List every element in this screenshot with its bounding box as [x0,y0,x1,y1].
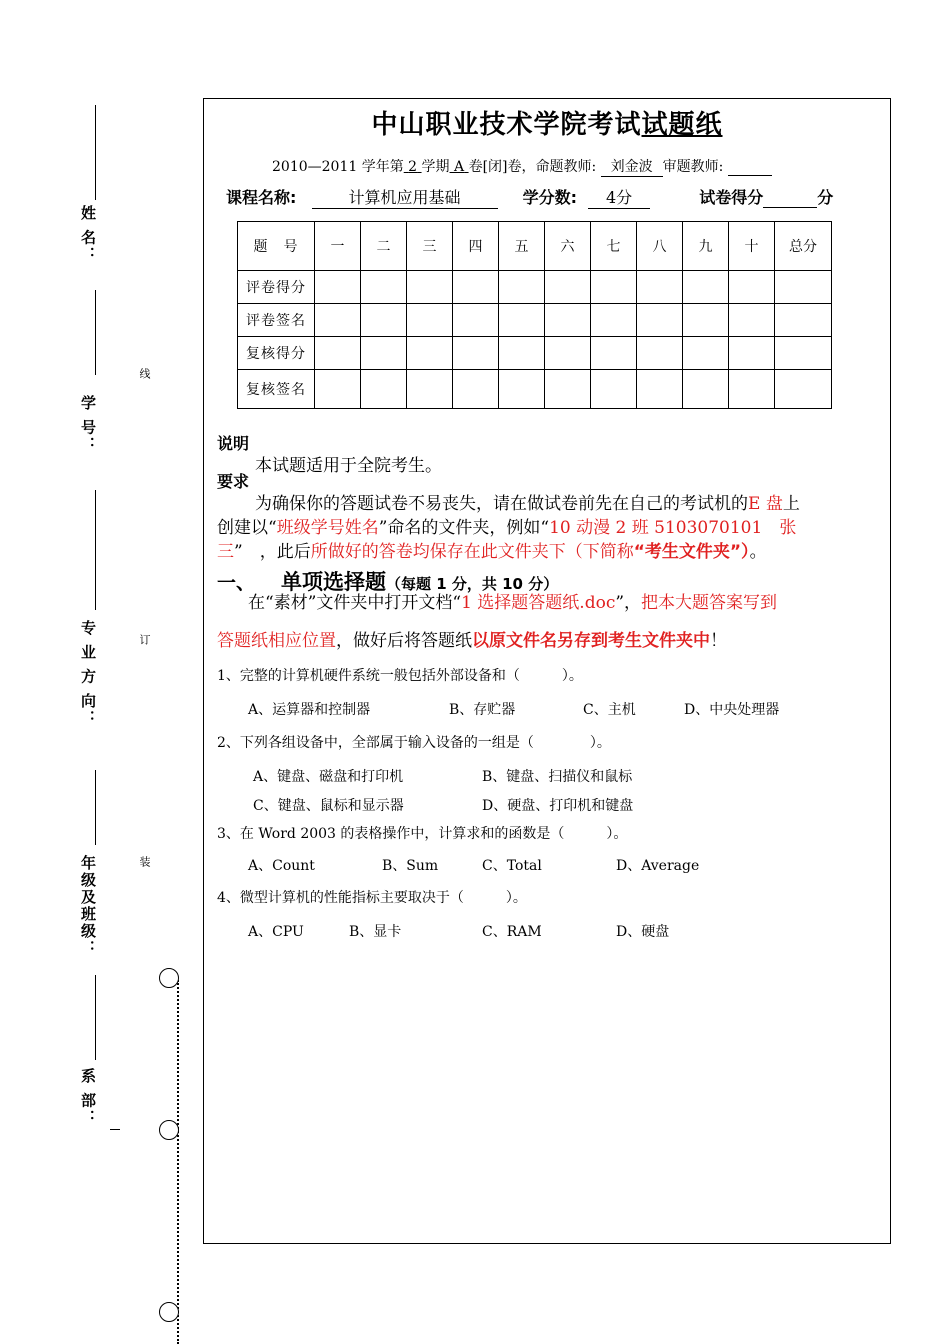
score-cell[interactable] [729,370,775,409]
question-1: 1、完整的计算机硬件系统一般包括外部设备和（ ）。 [217,668,583,684]
score-cell[interactable] [545,370,591,409]
score-col-header: 五 [499,222,545,271]
score-cell[interactable] [591,370,637,409]
score-cell[interactable] [499,271,545,304]
score-cell[interactable] [315,337,361,370]
score-cell[interactable] [361,304,407,337]
binding-hole-icon [159,1120,179,1140]
score-cell[interactable] [775,370,832,409]
table-row [238,337,832,370]
score-cell[interactable] [315,304,361,337]
score-table-header-label: 题 号 [238,222,315,271]
score-cell[interactable] [775,271,832,304]
score-cell[interactable] [775,337,832,370]
score-cell[interactable] [591,304,637,337]
score-cell[interactable] [545,271,591,304]
score-cell[interactable] [407,304,453,337]
table-row [238,304,832,337]
score-label: 试卷得分 [699,188,764,207]
term-value[interactable]: 2 [408,159,418,175]
option-2c[interactable]: C、键盘、鼠标和显示器 [253,798,404,814]
name-field[interactable] [95,290,96,375]
score-cell[interactable] [775,304,832,337]
option-1c[interactable]: C、主机 [583,702,636,718]
option-2b[interactable]: B、键盘、扫描仪和鼠标 [482,769,633,785]
paper-value[interactable]: A [454,159,465,175]
table-row [238,271,832,304]
score-cell[interactable] [591,271,637,304]
score-cell[interactable] [729,337,775,370]
score-cell[interactable] [407,271,453,304]
score-row-label: 评卷签名 [238,304,315,337]
question-4: 4、微型计算机的性能指标主要取决于（ ）。 [217,890,527,906]
score-cell[interactable] [407,370,453,409]
option-1d[interactable]: D、中央处理器 [684,702,780,718]
score-cell[interactable] [453,370,499,409]
score-cell[interactable] [499,337,545,370]
require-line-2: 创建以“班级学号姓名”命名的文件夹，例如“10 动漫 2 班 5103070101 张 [217,518,797,538]
section-heading: 一、 单项选择题（每题 1 分，共 10 分） [217,570,559,594]
id-field[interactable] [95,490,96,610]
table-row [238,370,832,409]
score-cell[interactable] [637,370,683,409]
score-unit: 分 [817,188,834,207]
credit-label: 学分数: [522,188,577,207]
score-cell[interactable] [683,337,729,370]
section-instruction-2: 答题纸相应位置，做好后将答题纸以原文件名另存到考生文件夹中！ [217,631,727,651]
score-cell[interactable] [545,304,591,337]
option-1a[interactable]: A、运算器和控制器 [248,702,371,718]
score-cell[interactable] [637,271,683,304]
teacher-field[interactable]: 刘金波 [601,156,663,177]
cut-mark-zhuang: 装 [138,856,151,867]
score-cell[interactable] [361,271,407,304]
cut-mark-ding: 订 [138,634,151,645]
option-3c[interactable]: C、Total [482,858,542,874]
score-cell[interactable] [315,370,361,409]
option-3a[interactable]: A、Count [248,858,315,874]
name-label: 姓 名： [79,205,97,264]
score-col-header: 总分 [775,222,832,271]
credit-field[interactable]: 4分 [588,185,650,209]
score-row-label: 评卷得分 [238,271,315,304]
option-4a[interactable]: A、CPU [248,924,304,940]
score-table-header [238,222,832,271]
score-field[interactable] [763,188,817,208]
option-3b[interactable]: B、Sum [382,858,439,874]
score-cell[interactable] [637,304,683,337]
score-cell[interactable] [499,304,545,337]
require-heading: 要求 [217,472,250,491]
course-line [226,185,833,209]
score-col-header: 七 [591,222,637,271]
binding-hole-icon [159,968,179,988]
exam-meta-line: 2010—2011 学年第 2 学期 A 卷[闭]卷，命题教师: 刘金波 审题教师: [272,156,772,177]
option-2d[interactable]: D、硬盘、打印机和键盘 [482,798,634,814]
score-cell[interactable] [453,271,499,304]
section-instruction-1: 在“素材”文件夹中打开文档“1 选择题答题纸.doc”，把本大题答案写到 [248,593,778,613]
score-col-header: 二 [361,222,407,271]
question-3: 3、在 Word 2003 的表格操作中，计算求和的函数是（ ）。 [217,826,628,842]
reviewer-field[interactable] [728,159,772,176]
score-cell[interactable] [361,370,407,409]
score-col-header: 九 [683,222,729,271]
option-4d[interactable]: D、硬盘 [616,924,670,940]
option-1b[interactable]: B、存贮器 [449,702,516,718]
option-3d[interactable]: D、Average [616,858,700,874]
score-col-header: 八 [637,222,683,271]
major-label: 专 业 方 向： [79,620,97,727]
score-table [237,221,832,409]
score-col-header: 四 [453,222,499,271]
score-cell[interactable] [683,304,729,337]
cut-mark-line: 线 [138,368,151,379]
class-label: 年级及班级： [79,855,97,957]
score-cell[interactable] [683,370,729,409]
score-cell[interactable] [499,370,545,409]
dept-dash [110,1129,120,1130]
option-2a[interactable]: A、键盘、磁盘和打印机 [253,769,404,785]
score-col-header: 一 [315,222,361,271]
score-cell[interactable] [591,337,637,370]
name-line [95,105,96,200]
score-cell[interactable] [315,271,361,304]
score-cell[interactable] [729,271,775,304]
binding-hole-icon [159,1302,179,1322]
score-col-header: 十 [729,222,775,271]
score-cell[interactable] [453,337,499,370]
score-cell[interactable] [453,304,499,337]
score-col-header: 三 [407,222,453,271]
score-cell[interactable] [729,304,775,337]
score-row-label: 复核签名 [238,370,315,409]
score-cell[interactable] [361,337,407,370]
score-cell[interactable] [407,337,453,370]
question-2: 2、下列各组设备中，全部属于输入设备的一组是（ ）。 [217,735,611,751]
course-name-field[interactable]: 计算机应用基础 [312,185,498,209]
score-col-header: 六 [545,222,591,271]
major-field[interactable] [95,770,96,845]
explain-text: 本试题适用于全院考生。 [255,456,442,476]
score-cell[interactable] [545,337,591,370]
binding-dotted-line [177,980,179,1344]
id-label: 学 号： [79,395,97,454]
dept-label: 系 部： [79,1068,97,1127]
score-row-label: 复核得分 [238,337,315,370]
score-cell[interactable] [683,271,729,304]
score-cell[interactable] [637,337,683,370]
course-label: 课程名称: [226,188,297,207]
require-line-3: 三” ，此后所做好的答卷均保存在此文件夹下（下简称“考生文件夹”）。 [217,542,767,562]
explain-heading: 说明 [217,434,250,453]
class-field[interactable] [95,975,96,1060]
require-line-1: 为确保你的答题试卷不易丧失，请在做试卷前先在自己的考试机的E 盘上 [255,494,800,514]
option-4c[interactable]: C、RAM [482,924,542,940]
option-4b[interactable]: B、显卡 [349,924,402,940]
page-title: 中山职业技术学院考试试题纸 [371,110,723,140]
